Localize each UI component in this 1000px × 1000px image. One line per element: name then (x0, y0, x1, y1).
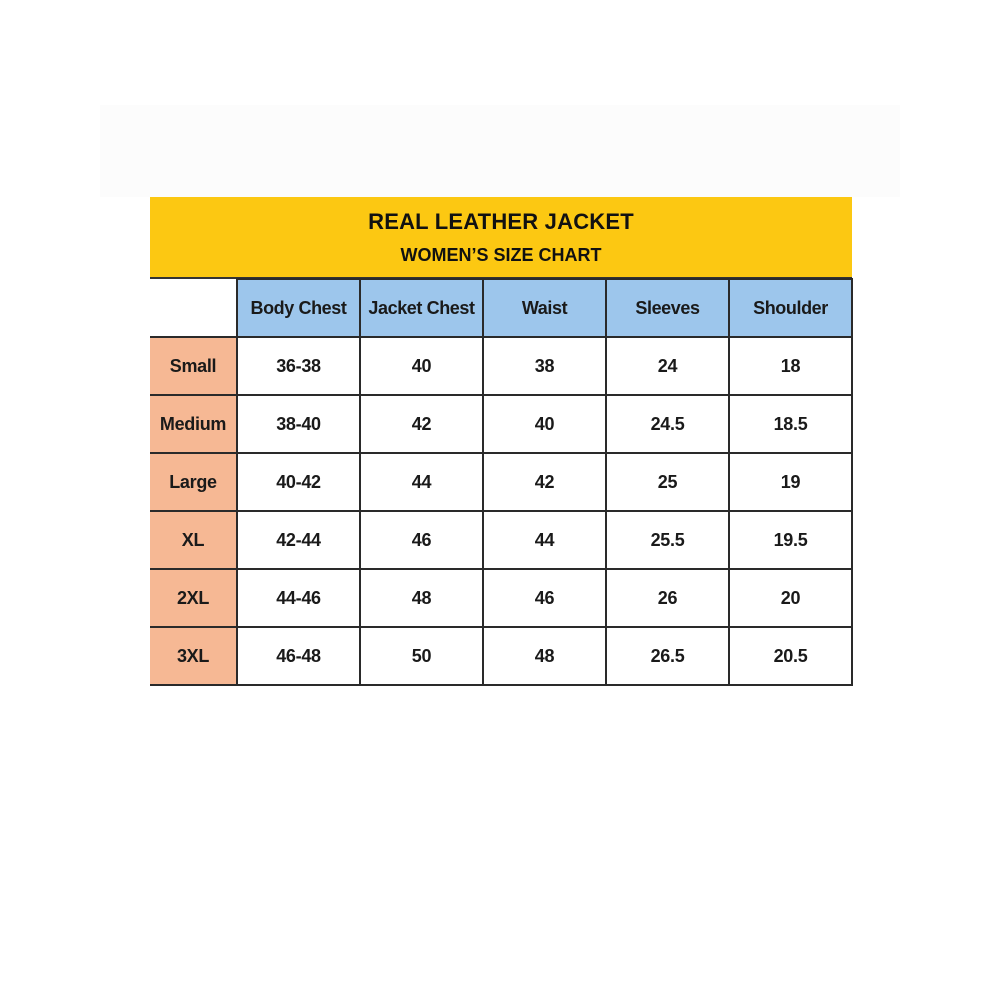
table-row (150, 453, 852, 511)
table-row (150, 511, 852, 569)
table-cell: 40 (360, 337, 483, 395)
table-cell: 26.5 (606, 627, 729, 685)
table-cell: 46-48 (237, 627, 360, 685)
table-cell: 42-44 (237, 511, 360, 569)
size-label: 2XL (150, 569, 237, 627)
table-cell: 44 (483, 511, 606, 569)
table-cell: 24 (606, 337, 729, 395)
column-header: Jacket Chest (360, 279, 483, 337)
table-cell: 46 (483, 569, 606, 627)
chart-subtitle: WOMEN’S SIZE CHART (400, 245, 602, 265)
table-cell: 26 (606, 569, 729, 627)
table-cell: 36-38 (237, 337, 360, 395)
size-chart (150, 197, 852, 691)
chart-header-band (150, 197, 852, 279)
size-label: 3XL (150, 627, 237, 685)
size-label: Small (150, 337, 237, 395)
corner-cell (150, 279, 237, 337)
column-header: Body Chest (237, 279, 360, 337)
table-row (150, 627, 852, 685)
table-cell: 38 (483, 337, 606, 395)
table-row (150, 337, 852, 395)
table-cell: 44 (360, 453, 483, 511)
table-cell: 19 (729, 453, 852, 511)
top-background-band (100, 105, 900, 197)
table-cell: 40-42 (237, 453, 360, 511)
size-table (150, 278, 853, 686)
table-cell: 18 (729, 337, 852, 395)
table-row (150, 395, 852, 453)
table-cell: 50 (360, 627, 483, 685)
column-header: Shoulder (729, 279, 852, 337)
table-cell: 20.5 (729, 627, 852, 685)
chart-title: REAL LEATHER JACKET (368, 209, 634, 234)
table-cell: 38-40 (237, 395, 360, 453)
table-cell: 24.5 (606, 395, 729, 453)
table-cell: 20 (729, 569, 852, 627)
table-cell: 19.5 (729, 511, 852, 569)
table-cell: 46 (360, 511, 483, 569)
table-cell: 42 (360, 395, 483, 453)
table-row (150, 569, 852, 627)
table-cell: 44-46 (237, 569, 360, 627)
table-cell: 18.5 (729, 395, 852, 453)
table-cell: 48 (360, 569, 483, 627)
size-label: Large (150, 453, 237, 511)
table-cell: 25.5 (606, 511, 729, 569)
column-header: Waist (483, 279, 606, 337)
size-label: Medium (150, 395, 237, 453)
column-header: Sleeves (606, 279, 729, 337)
table-cell: 42 (483, 453, 606, 511)
table-header-row (150, 279, 852, 337)
table-cell: 40 (483, 395, 606, 453)
size-label: XL (150, 511, 237, 569)
table-cell: 48 (483, 627, 606, 685)
table-cell: 25 (606, 453, 729, 511)
